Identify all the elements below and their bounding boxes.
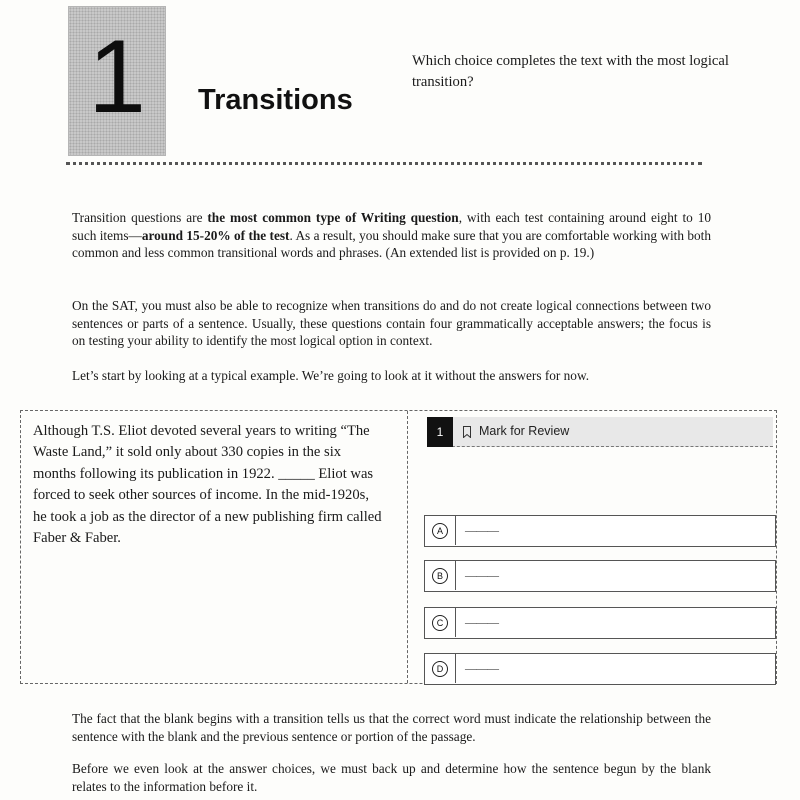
- review-bar: [427, 417, 773, 447]
- answer-choice-d[interactable]: [424, 653, 776, 685]
- answer-choice-a[interactable]: [424, 515, 776, 547]
- intro-paragraph-2: On the SAT, you must also be able to recognize when transitions do and do not create logical connections between two sentences or parts of a sentence. Usually, these questions contain four grammatically acceptable answers; the focus is on testing your ability to identify the most logical option in context.: [72, 298, 711, 348]
- intro-paragraph-3: Let’s start by looking at a typical example. We’re going to look at it without the answers for now.: [72, 368, 590, 383]
- panel-divider: [407, 411, 408, 683]
- choice-text-a: ———: [465, 523, 498, 537]
- question-passage: Although T.S. Eliot devoted several years to writing “The Waste Land,” it sold only about 330 copies in the six months following its publication in 1922. _____ Eliot was forced to seek other sources of income. In the mid-1920s, he took a job as the director of a new publishing firm called Faber & Faber.: [33, 423, 382, 547]
- intro-paragraph-1: [72, 209, 711, 262]
- question-panel: [20, 410, 777, 684]
- title-divider: [66, 162, 702, 165]
- mark-for-review-button[interactable]: Mark for Review: [479, 424, 570, 438]
- choice-text-c: ———: [465, 615, 498, 629]
- choice-letter-cell: [425, 516, 456, 545]
- choice-letter-cell: [425, 608, 456, 637]
- chapter-number: 1: [88, 19, 146, 135]
- chapter-number-box: [68, 6, 166, 156]
- intro-text-1e: . As a result, you should make sure that you are comfortable working with both common and less common transitional words and phrases. (An extended list is provided on p. 19.): [72, 227, 711, 260]
- choice-letter-a: A: [432, 523, 448, 539]
- question-prompt: Which choice completes the text with the most logical transition?: [412, 53, 729, 91]
- bookmark-icon[interactable]: [463, 426, 471, 438]
- choice-letter-c: C: [432, 615, 448, 631]
- chapter-title: Transitions: [198, 84, 353, 116]
- choice-letter-d: D: [432, 661, 448, 677]
- question-number: 1: [427, 417, 453, 447]
- answer-choice-c[interactable]: [424, 607, 776, 639]
- intro-text-1c: , with each test containing around eight to 10 such items—: [72, 210, 712, 243]
- choice-letter-b: B: [432, 568, 448, 584]
- choice-text-d: ———: [465, 661, 498, 675]
- intro-bold-2: around 15-20% of the test: [141, 227, 290, 243]
- choice-text-b: ———: [465, 568, 498, 582]
- intro-bold-1: the most common type of Writing question: [207, 210, 459, 225]
- choice-letter-cell: [425, 654, 456, 683]
- intro-text-1a: Transition questions are: [72, 210, 208, 225]
- choice-letter-cell: [425, 561, 456, 590]
- answer-choice-b[interactable]: [424, 560, 776, 592]
- explanation-paragraph-1: The fact that the blank begins with a transition tells us that the correct word must indicate the relationship between the sentence with the blank and the previous sentence or portion of the passage.: [72, 711, 711, 744]
- explanation-paragraph-2: Before we even look at the answer choices, we must back up and determine how the sentence begun by the blank relates to the information before it.: [72, 761, 711, 794]
